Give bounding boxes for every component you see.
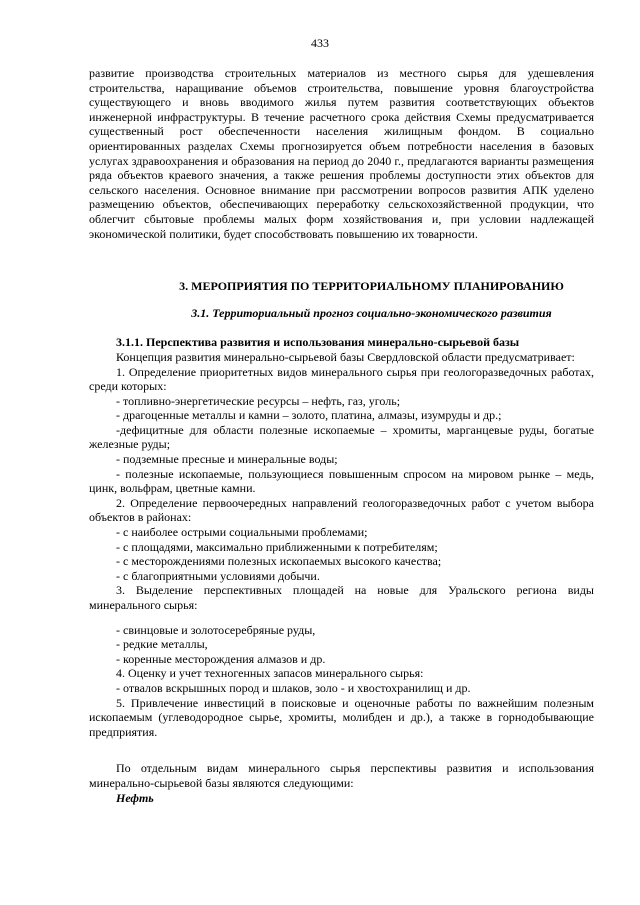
spacer xyxy=(89,613,594,623)
body-paragraph: По отдельным видам минерального сырья перспективы развития и использования минерально-сырьевой базы являются следующими: xyxy=(89,761,594,790)
body-paragraph: - коренные месторождения алмазов и др. xyxy=(116,651,326,666)
body-paragraph: - с наиболее острыми социальными проблемами; xyxy=(116,525,368,540)
intro-paragraph: развитие производства строительных материалов из местного сырья для удешевления строительства, наращивание объемов строительства, повышение уровня благоустройства существующего и вновь вводимого жилья путем развития соответствующих объектов инженерной инфраструктуры. В течение расчетного срока действия Схемы предусматривается существенный рост обеспеченности населения жилищным фондом. В социально ориентированных разделах Схемы прогнозируется объем потребности населения в базовых услугах здравоохранения и образования на период до 2040 г., предлагаются варианты размещения ряда объектов краевого значения, а также решения проблемы доступности этих объектов для сельского населения. Основное внимание при рассмотрении вопросов развития АПК уделено размещению объектов, обеспечивающих переработку сельскохозяйственной продукции, что облегчит сбытовые проблемы малых форм хозяйствования и, при условии надлежащей экономической политики, будет способствовать повышению их товарности. xyxy=(89,66,594,241)
page-content xyxy=(89,66,594,805)
body-paragraph: - драгоценные металлы и камни – золото, платина, алмазы, изумруды и др.; xyxy=(116,408,502,423)
body-paragraph: -дефицитные для области полезные ископаемые – хромиты, марганцевые руды, богатые железные руды; xyxy=(89,422,594,452)
section-heading: 3. МЕРОПРИЯТИЯ ПО ТЕРРИТОРИАЛЬНОМУ ПЛАНИРОВАНИЮ xyxy=(179,279,564,294)
body-paragraph: 1. Определение приоритетных видов минерального сырья при геологоразведочных работах, среди которых: xyxy=(89,364,594,394)
body-paragraph: - отвалов вскрышных пород и шлаков, золо - и хвостохранилищ и др. xyxy=(116,680,471,695)
body-text xyxy=(89,350,594,791)
body-paragraph: 4. Оценку и учет техногенных запасов минерального сырья: xyxy=(116,666,424,681)
body-paragraph: 3. Выделение перспективных площадей на новые для Уральского региона виды минерального сырья: xyxy=(89,583,594,612)
body-paragraph: - с площадями, максимально приближенными к потребителям; xyxy=(116,539,438,554)
body-paragraph: 2. Определение первоочередных направлений геологоразведочных работ с учетом выбора объектов в районах: xyxy=(89,495,594,525)
spacer xyxy=(89,739,594,761)
body-paragraph: - свинцовые и золотосеребряные руды, xyxy=(116,622,316,637)
body-paragraph: - редкие металлы, xyxy=(116,637,208,652)
resource-heading: Нефть xyxy=(116,790,154,805)
body-paragraph: - полезные ископаемые, пользующиеся повышенным спросом на мировом рынке – медь, цинк, вольфрам, цветные камни. xyxy=(89,466,594,496)
body-paragraph: - подземные пресные и минеральные воды; xyxy=(116,452,338,467)
subsection-heading: 3.1. Территориальный прогноз социально-экономического развития xyxy=(191,305,552,320)
body-paragraph: - с месторождениями полезных ископаемых высокого качества; xyxy=(116,554,442,569)
body-paragraph: Концепция развития минерально-сырьевой базы Свердловской области предусматривает: xyxy=(116,349,575,364)
body-paragraph: 5. Привлечение инвестиций в поисковые и оценочные работы по важнейшим полезным ископаемым (углеводородное сырье, хромиты, молибден и др.), а также в горнодобывающие предприятия. xyxy=(89,695,594,739)
subsubsection-heading: 3.1.1. Перспектива развития и использования минерально-сырьевой базы xyxy=(116,335,520,350)
body-paragraph: - топливно-энергетические ресурсы – нефть, газ, уголь; xyxy=(116,393,401,408)
page-number: 433 xyxy=(311,36,329,50)
body-paragraph: - с благоприятными условиями добычи. xyxy=(116,568,320,583)
